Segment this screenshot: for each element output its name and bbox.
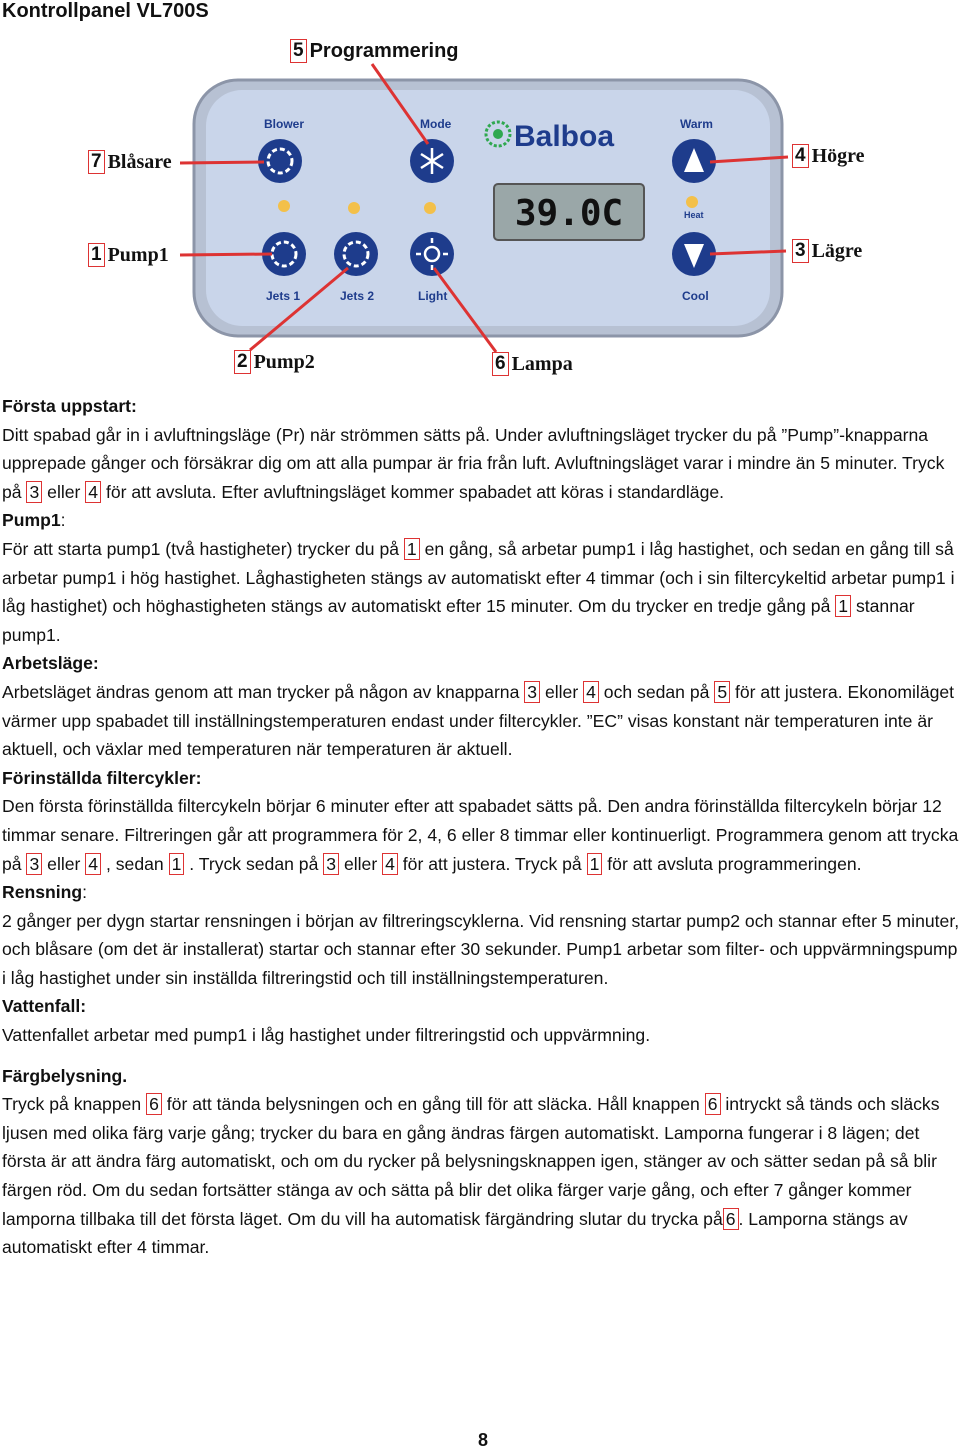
page-title: Kontrollpanel VL700S <box>2 0 209 22</box>
callout-hogre: 4 Högre <box>792 144 865 168</box>
paragraph-forsta-uppstart: Ditt spabad går in i avluftningsläge (Pr) när strömmen sätts på. Under avluftningsläget trycker du på ”Pump”-knapparna upprepade gånger och försäkrar dig om att alla pumpar är fria från luft. Avluftningsläget varar i mindre än 5 minuter. Tryck på 3 eller 4 för att avsluta. Efter avluftningsläget kommer spabadet att köras i standardläge. <box>2 424 945 502</box>
paragraph-pump1: För att starta pump1 (två hastigheter) trycker du på 1 en gång, så arbetar pump1 i låg hastighet, och sedan en gång till så arbetar pump1 i hög hastighet. Låghastigheten stängs av automatiskt efter 4 timmar (och i sin filtercykeltid arbetar pump1 i låg hastighet) och höghastigheten stängs av automatiskt efter 15 minuter. Om du trycker en tredje gång på 1 stannar pump1. <box>2 538 955 645</box>
light-label: Light <box>418 289 448 303</box>
jets2-label: Jets 2 <box>340 289 375 303</box>
heading-pump1: Pump1: <box>2 510 66 531</box>
paragraph-arbetslage: Arbetsläget ändras genom att man trycker på någon av knapparna 3 eller 4 och sedan på 5 för att justera. Ekonomiläget värmer upp spabadet till inställningstemperaturen endast under filtercykler. ”EC” visas konstant när temperaturen inte är aktuell, och växlar med temperaturen när temperaturen är aktuell. <box>2 681 955 760</box>
callout-blasare: 7 Blåsare <box>88 150 172 174</box>
heading-vattenfall: Vattenfall: <box>2 996 87 1017</box>
heading-filtercykler: Förinställda filtercykler: <box>2 767 202 788</box>
callout-lampa: 6 Lampa <box>492 352 573 376</box>
cool-label: Cool <box>682 289 709 303</box>
page-number: 8 <box>478 1430 489 1450</box>
paragraph-rensning: 2 gånger per dygn startar rensningen i början av filtreringscyklerna. Vid rensning startar pump2 och stannar efter 5 minuter, och blåsare (om det är installerat) startar och stannar efter 30 sekunder. Pump1 arbetar som filter- och uppvärmningspump i låg hastighet under sin inställda filtreringstid och till inställningstemperaturen. <box>2 910 960 988</box>
heading-forsta-uppstart: Första uppstart: <box>2 396 137 416</box>
mode-label: Mode <box>420 117 452 131</box>
callout-lagre: 3 Lägre <box>792 239 862 263</box>
jets1-label: Jets 1 <box>266 289 301 303</box>
callout-programmering: 5 Programmering <box>290 39 459 63</box>
body-text <box>2 392 960 1262</box>
svg-text:39.0C: 39.0C <box>514 193 624 234</box>
heading-fargbelysning: Färgbelysning. <box>2 1065 128 1086</box>
callout-arrows <box>0 0 960 400</box>
callout-pump1: 1 Pump1 <box>88 243 169 267</box>
warm-label: Warm <box>680 117 713 131</box>
heading-arbetslage: Arbetsläge: <box>2 653 99 674</box>
callout-pump2: 2 Pump2 <box>234 350 315 374</box>
heat-label: Heat <box>684 210 704 220</box>
paragraph-filtercykler: Den första förinställda filtercykeln börjar 6 minuter efter att spabadet sätts på. Den andra förinställda filtercykeln börjar 12 timmar senare. Filtreringen går att programmera för 2, 4, 6 eller 8 timmar eller kontinuerligt. Programmera genom att trycka på 3 eller 4 , sedan 1 . Tryck sedan på 3 eller 4 för att justera. Tryck på 1 för att avsluta programmeringen. <box>2 796 959 874</box>
blower-label: Blower <box>264 117 305 131</box>
paragraph-vattenfall: Vattenfallet arbetar med pump1 i låg hastighet under filtreringstid och uppvärmning. <box>2 1025 651 1046</box>
svg-text:Balboa: Balboa <box>514 120 615 153</box>
paragraph-fargbelysning: Tryck på knappen 6 för att tända belysningen och en gång till för att släcka. Håll knappen 6 intryckt så tänds och släcks ljusen med olika färg varje gång; trycker du bara en gång ändras färgen automatiskt. Lamporna fungerar i 8 lägen; det första är att ändra färg automatiskt, och om du rycker på belysningsknappen igen, stänger av och sätter sedan på så blir färgen röd. Om du sedan fortsätter stänga av och sätta på blir det olika färger varje gång, och efter 7 gånger kommer lamporna tillbaka till det första läget. Om du vill ha automatisk färgändring slutar du trycka på 6 . Lamporna stängs av automatiskt efter 4 timmar. <box>2 1094 940 1258</box>
heading-rensning: Rensning: <box>2 882 88 903</box>
